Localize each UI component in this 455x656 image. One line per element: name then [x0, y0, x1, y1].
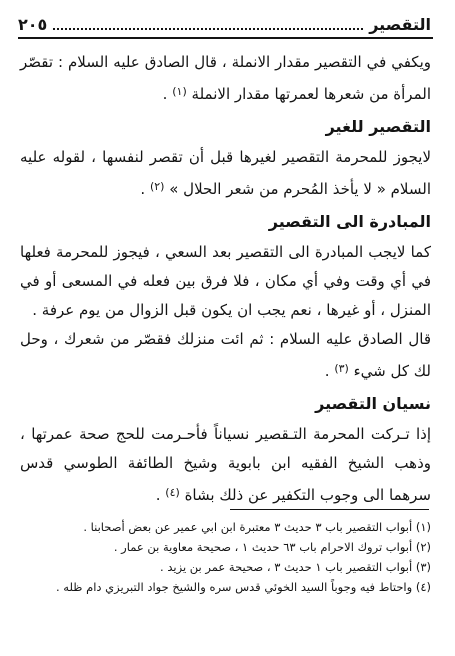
section-heading-forgetting: نسيان التقصير [315, 394, 431, 413]
header-rule [18, 37, 433, 39]
footnote-separator [230, 509, 429, 510]
running-header [18, 6, 431, 34]
for-others-paragraph [20, 143, 431, 204]
footnote-ref-1: (١) [172, 85, 187, 98]
section-heading-hastening: المبادرة الى التقصير [268, 212, 431, 231]
hastening-quote-paragraph [20, 325, 431, 386]
footnote-1: (١) أبواب التقصير باب ٣ حديث ٣ معتبرة ابن ابي عمير عن بعض أصحابنا . [83, 520, 431, 534]
intro-text: ويكفي في التقصير مقدار الانملة ، قال الصادق عليه السلام : تقصّر المرأة من شعرها لعمرتها مقدار الانملة [20, 53, 431, 103]
forgetting-tail: . [155, 486, 161, 504]
footnote-3: (٣) أبواب التقصير باب ١ حديث ٣ ، صحيحة عمر بن يزيد . [160, 560, 431, 574]
footnote-ref-4: (٤) [165, 486, 180, 499]
forgetting-paragraph [20, 420, 431, 510]
header-dot-leader [53, 28, 363, 30]
footnote-2: (٢) أبواب تروك الاحرام باب ٦٣ حديث ١ ، صحيحة معاوية بن عمار . [113, 540, 431, 554]
for-others-text: لايجوز للمحرمة التقصير لغيرها قبل أن تقصر لنفسها ، لقوله عليه السلام « لا يأخذ المُحرم من شعر الحلال » [20, 148, 431, 198]
intro-tail: . [162, 85, 168, 103]
for-others-tail: . [140, 180, 146, 198]
hastening-paragraph [20, 238, 431, 325]
footnotes [20, 517, 431, 597]
hastening-quote-text: قال الصادق عليه السلام : ثم ائت منزلك فقصّر من شعرك ، وحل لك كل شيء [20, 330, 431, 380]
header-title: التقصير [369, 15, 431, 34]
footnote-ref-2: (٢) [149, 180, 165, 193]
page-body [20, 48, 431, 510]
hastening-quote-tail: . [324, 362, 330, 380]
page-number: ٢٠٥ [18, 15, 48, 34]
footnote-ref-3: (٣) [334, 362, 349, 375]
forgetting-text: إذا تـركت المحرمة التـقصير نسياناً فأحـرمت للحج صحة عمرتها ، وذهب الشيخ الفقيه ابن بابوية وشيخ الطائفة الطوسي قدس سرهما الى وجوب التكفير عن ذلك بشاة [20, 425, 431, 504]
footnote-4: (٤) واحتاط فيه وجوباً السيد الخوئي قدس سره والشيخ جواد التبريزي دام ظله . [55, 580, 431, 594]
intro-paragraph [20, 48, 431, 109]
section-heading-for-others: التقصير للغير [325, 117, 431, 136]
hastening-text: كما لايجب المبادرة الى التقصير بعد السعي ، فيجوز للمحرمة فعلها في أي وقت وفي أي مكان ، فلا فرق بين فعله في المسعى أو في المنزل ، أو غيرها ، نعم يجب ان يكون قبل الزوال من يوم عرفة . [20, 243, 431, 319]
